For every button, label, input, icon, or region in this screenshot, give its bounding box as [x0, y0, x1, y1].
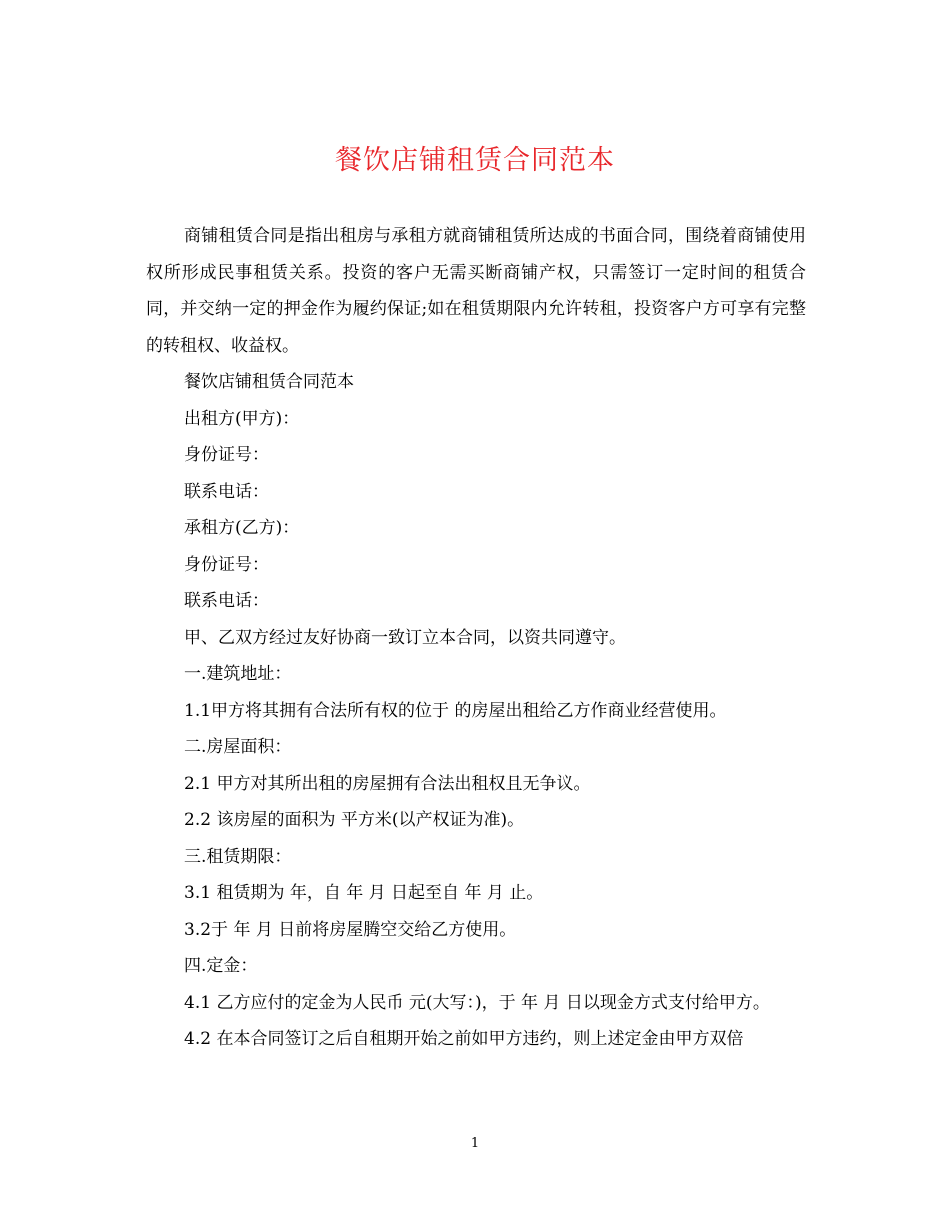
section-heading-area: 二.房屋面积：: [184, 737, 292, 757]
lessee-phone-line: 联系电话：: [184, 591, 269, 611]
clause-2-2: 2.2 该房屋的面积为 平方米(以产权证为准)。: [184, 810, 525, 830]
clause-1-1: 1.1甲方将其拥有合法所有权的位于 的房屋出租给乙方作商业经营使用。: [184, 700, 727, 721]
clause-3-1: 3.1 租赁期为 年，自 年 月 日起至自 年 月 止。: [184, 883, 544, 903]
clause-4-1: 4.1 乙方应付的定金为人民币 元(大写：)，于 年 月 日以现金方式支付给甲方。: [184, 992, 770, 1013]
clause-4-2: 4.2 在本合同签订之后自租期开始之前如甲方违约，则上述定金由甲方双倍: [184, 1029, 744, 1049]
document-body: [146, 218, 806, 1058]
clause-2-1: 2.1 甲方对其所出租的房屋拥有合法出租权且无争议。: [184, 773, 591, 794]
lessor-id-line: 身份证号：: [184, 445, 269, 465]
document-title: 餐饮店铺租赁合同范本: [335, 145, 615, 176]
section-heading-term: 三.租赁期限：: [184, 846, 292, 867]
page-number: 1: [470, 1136, 480, 1151]
section-heading-address: 一.建筑地址：: [184, 664, 292, 684]
lessee-id-line: 身份证号：: [184, 554, 269, 575]
intro-paragraph: 商铺租赁合同是指出租房与承租方就商铺租赁所达成的书面合同，围绕着商铺使用权所形成民事租赁关系。投资的客户无需买断商铺产权，只需签订一定时间的租赁合同，并交纳一定的押金作为履约保证;如在租赁期限内允许转租，投资客户方可享有完整的转租权、收益权。: [146, 226, 806, 356]
lessor-phone-line: 联系电话：: [184, 481, 269, 502]
lessor-line: 出租方(甲方)：: [184, 408, 300, 429]
contract-subtitle: 餐饮店铺租赁合同范本: [184, 372, 354, 392]
section-heading-deposit: 四.定金：: [184, 956, 258, 976]
clause-3-2: 3.2于 年 月 日前将房屋腾空交给乙方使用。: [184, 919, 517, 940]
lessee-line: 承租方(乙方)：: [184, 518, 300, 538]
agreement-statement: 甲、乙双方经过友好协商一致订立本合同，以资共同遵守。: [184, 627, 626, 648]
